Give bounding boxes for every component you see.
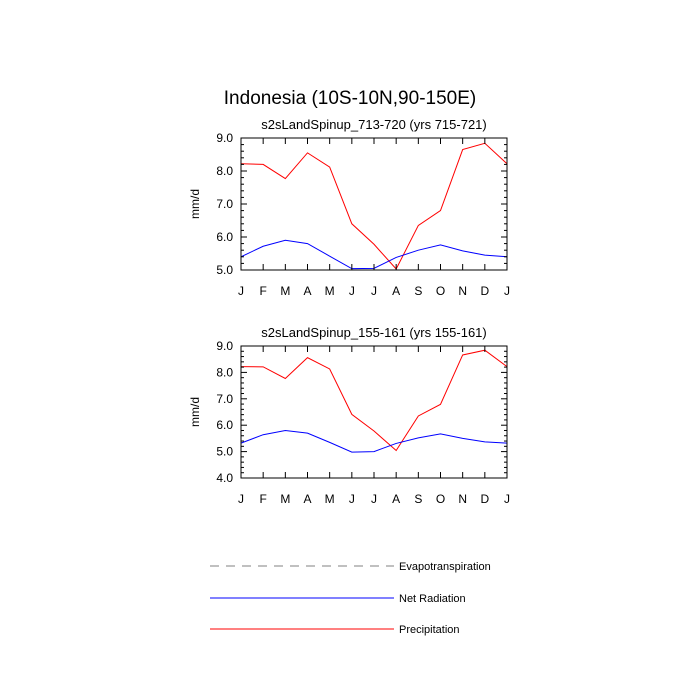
x-tick-label: S	[414, 492, 423, 506]
x-tick-label: J	[238, 492, 244, 506]
x-tick-label: M	[280, 284, 291, 298]
y-axis-label: mm/d	[188, 397, 202, 427]
x-tick-label: J	[504, 492, 510, 506]
legend-item-precipitation	[210, 624, 460, 636]
x-tick-label: A	[303, 284, 312, 298]
x-tick-label: A	[303, 492, 312, 506]
y-axis-label: mm/d	[188, 189, 202, 219]
legend-label: Evapotranspiration	[399, 561, 491, 573]
x-tick-label: F	[259, 284, 267, 298]
x-tick-label: J	[238, 284, 244, 298]
legend-label: Net Radiation	[399, 593, 466, 605]
x-tick-label: A	[392, 284, 401, 298]
x-tick-label: M	[324, 284, 335, 298]
y-tick-label: 4.0	[216, 471, 233, 485]
series-line-precipitation	[241, 143, 507, 269]
x-tick-label: S	[414, 284, 423, 298]
chart-panel-1	[188, 117, 510, 298]
y-tick-label: 8.0	[216, 164, 233, 178]
legend-label: Precipitation	[399, 624, 460, 636]
chart-panels	[188, 117, 510, 506]
x-tick-label: A	[392, 492, 401, 506]
x-tick-label: D	[480, 492, 490, 506]
y-tick-label: 6.0	[216, 418, 233, 433]
x-tick-label: J	[348, 492, 355, 506]
x-tick-label: J	[348, 284, 355, 298]
y-tick-label: 5.0	[216, 444, 233, 459]
legend	[210, 561, 491, 636]
x-tick-label: F	[259, 492, 267, 506]
plot-frame	[241, 138, 507, 270]
x-tick-label: M	[324, 492, 335, 506]
x-tick-label: M	[280, 492, 291, 506]
series-line-precipitation	[241, 350, 507, 450]
x-tick-label: J	[504, 284, 510, 298]
y-tick-label: 7.0	[216, 197, 233, 211]
x-tick-label: J	[371, 284, 377, 298]
x-tick-label: N	[458, 284, 468, 298]
x-tick-label: J	[371, 492, 377, 506]
y-tick-label: 5.0	[216, 263, 233, 277]
chart-panel-2	[188, 325, 510, 506]
y-tick-label: 6.0	[216, 230, 233, 244]
x-tick-label: O	[435, 492, 446, 506]
y-tick-label: 8.0	[216, 365, 233, 380]
legend-item-net-radiation	[210, 593, 466, 605]
y-tick-label: 9.0	[216, 339, 233, 353]
y-tick-label: 7.0	[216, 391, 233, 406]
plot-frame	[241, 346, 507, 478]
legend-item-evapotranspiration	[210, 561, 491, 573]
series-line-net-radiation	[241, 430, 507, 452]
x-tick-label: N	[458, 492, 468, 506]
x-tick-label: O	[435, 284, 446, 298]
panel-title: s2sLandSpinup_713-720 (yrs 715-721)	[261, 117, 487, 132]
panel-title: s2sLandSpinup_155-161 (yrs 155-161)	[261, 325, 487, 340]
figure-title: Indonesia (10S-10N,90-150E)	[223, 88, 477, 109]
y-tick-label: 9.0	[216, 131, 233, 145]
x-tick-label: D	[480, 284, 490, 298]
